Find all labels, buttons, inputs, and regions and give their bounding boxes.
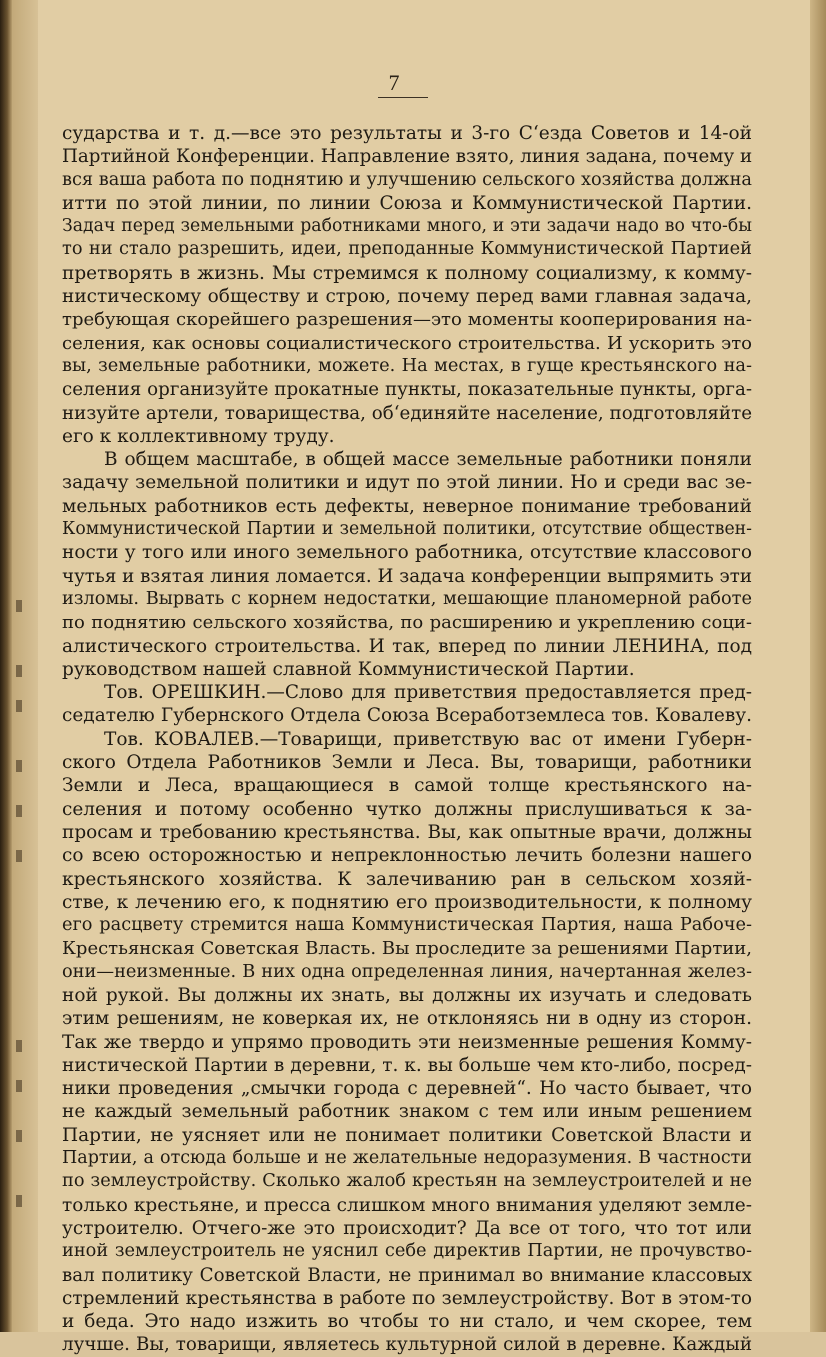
text-fragment bbox=[16, 1040, 22, 1052]
text-line: ности у того или иного земельного работника, отсутствие классового bbox=[62, 542, 752, 564]
text-line: ной рукой. Вы должны их знать, вы должны их изучать и следовать bbox=[62, 984, 752, 1006]
text-line: итти по этой линии, по линии Союза и Коммунистической Партии. bbox=[62, 192, 752, 214]
text-line: сударства и т. д.—все это результаты и 3-го С‘езда Советов и 14-ой bbox=[62, 123, 752, 144]
text-line: вал политику Советской Власти, не принимал во внимание классовых bbox=[62, 1264, 752, 1286]
text-line: ники проведения „смычки города с деревней“. Но часто бывает, что bbox=[62, 1078, 752, 1100]
text-line: по землеустройству. Сколько жалоб крестьян на землеустроителей и не bbox=[62, 1171, 752, 1192]
text-line: нистической Партии в деревни, т. к. вы больше чем кто-либо, посред- bbox=[62, 1054, 752, 1076]
text-line: задачу земельной политики и идут по этой линии. Но и среди вас зе- bbox=[62, 472, 752, 494]
text-line: Коммунистической Партии и земельной политики, отсутствие обществен- bbox=[62, 519, 752, 540]
text-line: со всею осторожностью и непреклонностью лечить болезни нашего bbox=[62, 845, 752, 867]
text-fragment bbox=[16, 665, 22, 677]
text-fragment bbox=[16, 1195, 22, 1207]
text-line: изломы. Вырвать с корнем недостатки, мешающие планомерной работе bbox=[62, 588, 752, 609]
text-line: не каждый земельный работник знаком с тем или иным решением bbox=[62, 1101, 752, 1123]
body-text bbox=[62, 122, 752, 1357]
page-right-edge bbox=[810, 0, 826, 1332]
text-fragment bbox=[16, 700, 22, 712]
text-line: то ни стало разрешить, идеи, преподанные Коммунистической Партией bbox=[62, 239, 752, 260]
text-line: лучше. Вы, товарищи, являетесь культурной силой в деревне. Каждый bbox=[62, 1334, 752, 1356]
text-fragment bbox=[16, 1080, 22, 1092]
page-number: 7 bbox=[388, 70, 400, 95]
text-line: алистического строительства. И так, вперед по линии ЛЕНИНА, под bbox=[62, 635, 752, 657]
text-line: Задач перед земельными работниками много, и эти задачи надо во что-бы bbox=[62, 216, 752, 237]
text-fragment bbox=[16, 850, 22, 862]
text-line: седателю Губернского Отдела Союза Всеработземлеса тов. Ковалеву. bbox=[62, 705, 752, 727]
text-line: Тов. КОВАЛЕВ.—Товарищи, приветствую вас от имени Губерн- bbox=[104, 728, 752, 750]
text-line: стве, к лечению его, к поднятию его производительности, к полному bbox=[62, 891, 752, 913]
text-line: претворять в жизнь. Мы стремимся к полному социализму, к комму- bbox=[62, 262, 752, 284]
text-fragment bbox=[16, 760, 22, 772]
text-line: Партийной Конференции. Направление взято, линия задана, почему и bbox=[62, 146, 753, 168]
text-line: селения организуйте прокатные пункты, показательные пункты, орга- bbox=[62, 379, 752, 401]
text-line: ского Отдела Работников Земли и Леса. Вы, товарищи, работники bbox=[62, 752, 752, 774]
page-number-rule bbox=[378, 97, 428, 98]
text-line: Партии, не уясняет или не понимает политики Советской Власти и bbox=[62, 1124, 752, 1146]
text-line: селения, как основы социалистического строительства. И ускорить это bbox=[62, 332, 752, 354]
text-line: только крестьяне, и пресса слишком много внимания уделяют земле- bbox=[62, 1194, 752, 1216]
text-line: Так же твердо и упрямо проводить эти неизменные решения Комму- bbox=[62, 1031, 752, 1053]
text-line: чутья и взятая линия ломается. И задача конференции выпрямить эти bbox=[62, 565, 752, 587]
text-line: крестьянского хозяйства. К залечиванию ран в сельском хозяй- bbox=[62, 868, 752, 890]
text-line: устроителю. Отчего-же это происходит? Да все от того, что тот или bbox=[62, 1217, 752, 1239]
text-line: вы, земельные работники, можете. На местах, в гуще крестьянского на- bbox=[62, 355, 752, 376]
text-line: они—неизменные. В них одна определенная линия, начертанная желез- bbox=[62, 961, 752, 982]
text-line: просам и требованию крестьянства. Вы, как опытные врачи, должны bbox=[62, 821, 752, 843]
previous-page-edge bbox=[12, 0, 39, 1332]
text-line: нистическому обществу и строю, почему перед вами главная задача, bbox=[62, 286, 752, 308]
text-line: В общем масштабе, в общей массе земельные работники поняли bbox=[104, 449, 752, 471]
book-spine bbox=[0, 0, 12, 1332]
text-line: иной землеустроитель не уяснил себе директив Партии, не прочувство- bbox=[62, 1241, 752, 1262]
text-line: руководством нашей славной Коммунистической Партии. bbox=[62, 658, 635, 680]
text-line: селения и потому особенно чутко должны прислушиваться к за- bbox=[62, 798, 752, 820]
text-line: и беда. Это надо изжить во чтобы то ни стало, и чем скорее, тем bbox=[62, 1311, 752, 1333]
text-fragment bbox=[16, 805, 22, 817]
text-line: низуйте артели, товарищества, об‘единяйте население, подготовляйте bbox=[62, 402, 752, 424]
text-line: мельных работников есть дефекты, неверное понимание требований bbox=[62, 495, 752, 517]
text-line: требующая скорейшего разрешения—это моменты кооперирования на- bbox=[62, 309, 752, 331]
text-line: Земли и Леса, вращающиеся в самой толще крестьянского на- bbox=[62, 775, 752, 797]
text-line: вся ваша работа по поднятию и улучшению сельского хозяйства должна bbox=[62, 169, 752, 190]
text-line: его расцвету стремится наша Коммунистическая Партия, наша Рабоче- bbox=[62, 915, 752, 936]
text-line: по поднятию сельского хозяйства, по расширению и укреплению соци- bbox=[62, 612, 752, 634]
text-fragment bbox=[16, 1130, 22, 1142]
text-line: Тов. ОРЕШКИН.—Слово для приветствия предоставляется пред- bbox=[104, 682, 752, 704]
text-fragment bbox=[16, 600, 22, 612]
text-line: Крестьянская Советская Власть. Вы проследите за решениями Партии, bbox=[62, 938, 752, 960]
text-line: этим решениям, не коверкая их, не отклоняясь ни в одну из сторон. bbox=[62, 1008, 752, 1030]
text-line: Партии, а отсюда больше и не желательные недоразумения. В частности bbox=[62, 1148, 752, 1169]
text-line: его к коллективному труду. bbox=[62, 425, 335, 447]
text-line: стремлений крестьянства в работе по землеустройству. Вот в этом-то bbox=[62, 1287, 752, 1309]
